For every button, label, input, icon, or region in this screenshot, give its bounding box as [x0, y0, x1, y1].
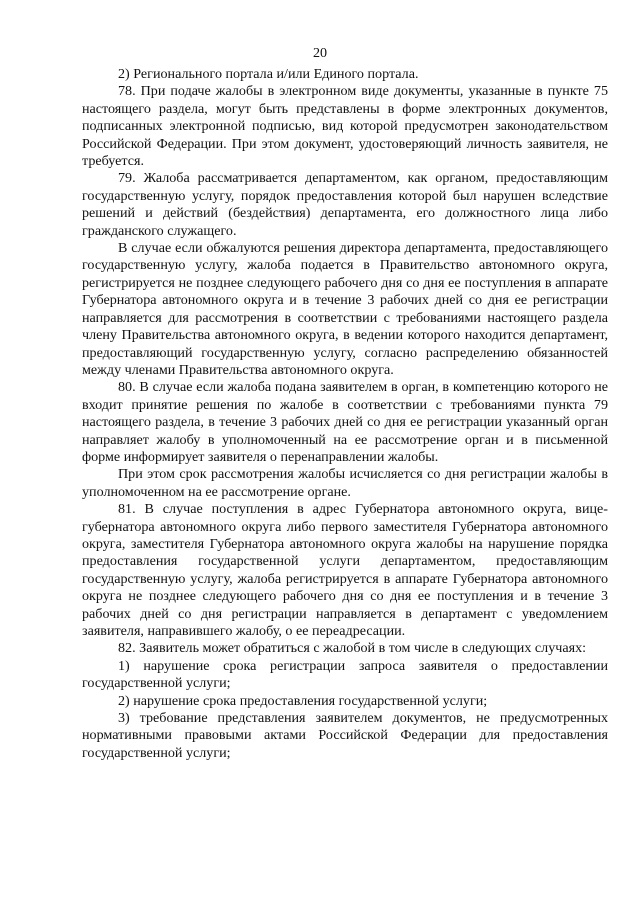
page-number: 20 — [312, 45, 328, 61]
list-item-2: 2) нарушение срока предоставления государственной услуги; — [118, 692, 488, 709]
paragraph-80: 80. В случае если жалоба подана заявителем в орган, в компетенцию которого не входит принятие решения по жалобе в соответствии с требованиями пункта 79 настоящего раздела, в течение 3 рабочих дней со дня ее регистрации указанный орган направляет жалобу в уполномоченный на ее рассмотрение орган и в письменной форме информирует заявителя о перенаправлении жалобы. — [82, 379, 608, 465]
paragraph-director-appeal: В случае если обжалуются решения директора департамента, предоставляющего государственную услугу, жалоба подается в Правительство автономного округа, регистрируется не позднее следующего рабочего дня со дня ее поступления в аппарате Губернатора автономного округа и в течение 3 рабочих дней со дня ее регистрации направляется для рассмотрения в соответствии с требованиями настоящего раздела члену Правительства автономного округа, в ведении которого находится департамент, предоставляющий государственную услугу, согласно распределению обязанностей между членами Правительства автономного округа. — [82, 240, 608, 378]
paragraph-82: 82. Заявитель может обратиться с жалобой в том числе в следующих случаях: — [118, 640, 587, 657]
document-body — [82, 66, 608, 762]
paragraph-81: 81. В случае поступления в адрес Губернатора автономного округа, вице-губернатора автономного округа либо первого заместителя Губернатора автономного округа, заместителя Губернатора автономного округа жалобы на нарушение порядка предоставления государственной услуги департаментом, предоставляющим государственную услугу, жалоба регистрируется в аппарате Губернатора автономного округа не позднее следующего рабочего дня со дня ее поступления и в течение 3 рабочих дней со дня регистрации направляется в департамент с уведомлением заявителя, направившего жалобу, о ее переадресации. — [82, 501, 608, 639]
paragraph-78: 78. При подаче жалобы в электронном виде документы, указанные в пункте 75 настоящего раздела, могут быть представлены в форме электронных документов, подписанных электронной подписью, вид которой предусмотрен законодательством Российской Федерации. При этом документ, удостоверяющий личность заявителя, не требуется. — [82, 83, 608, 170]
list-item-3: 3) требование представления заявителем документов, не предусмотренных нормативными правовыми актами Российской Федерации для предоставления государственной услуги; — [82, 710, 608, 761]
paragraph-review-period: При этом срок рассмотрения жалобы исчисляется со дня регистрации жалобы в уполномоченном на ее рассмотрение органе. — [82, 466, 608, 500]
paragraph-79: 79. Жалоба рассматривается департаментом, как органом, предоставляющим государственную услугу, порядок предоставления которой был нарушен вследствие решений и действий (бездействия) департамента, его должностного лица либо гражданского служащего. — [82, 170, 608, 239]
list-item-1: 1) нарушение срока регистрации запроса заявителя о предоставлении государственной услуги; — [82, 657, 608, 692]
paragraph-regional-portal: 2) Регионального портала и/или Единого портала. — [118, 66, 419, 82]
